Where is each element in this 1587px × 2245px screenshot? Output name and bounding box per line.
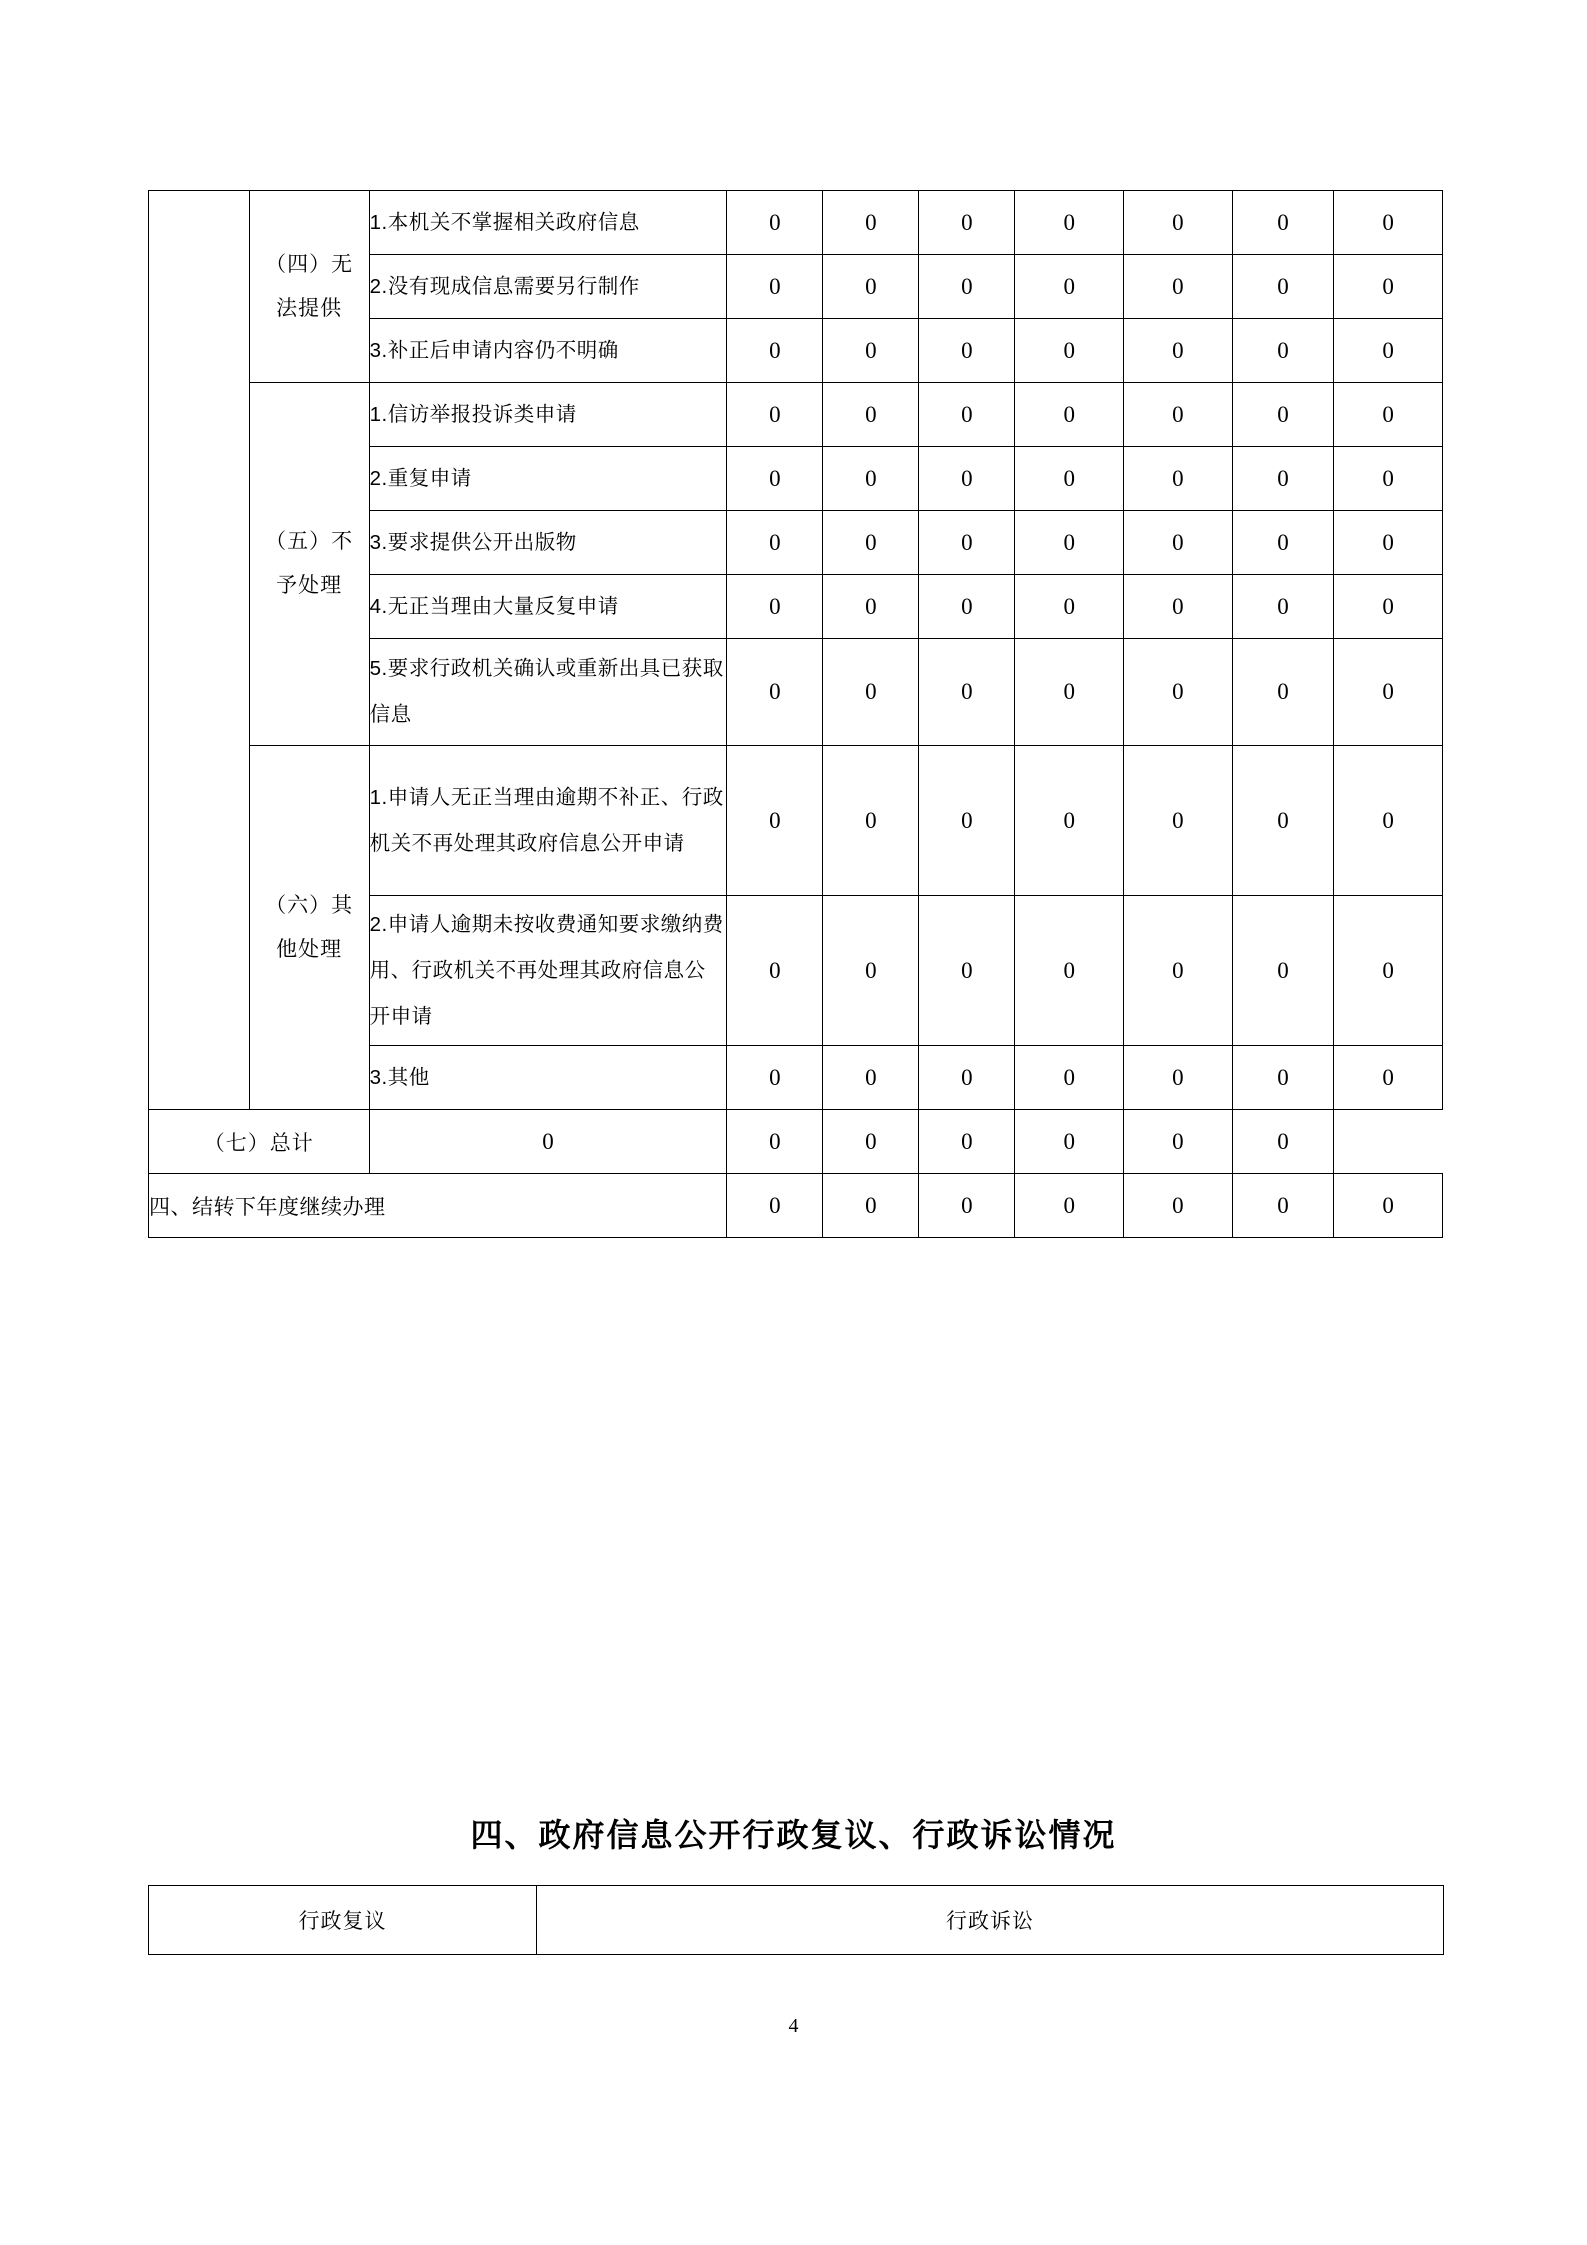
value-cell: 0 [823, 746, 919, 896]
value-cell: 0 [1232, 447, 1334, 511]
total-value-cell: 0 [1232, 1110, 1334, 1174]
value-cell: 0 [727, 383, 823, 447]
carryover-value-cell: 0 [1232, 1174, 1334, 1238]
value-cell: 0 [823, 1046, 919, 1110]
value-cell: 0 [919, 319, 1015, 383]
value-cell: 0 [1334, 255, 1443, 319]
total-value-cell: 0 [727, 1110, 823, 1174]
value-cell: 0 [1232, 511, 1334, 575]
value-cell: 0 [727, 191, 823, 255]
carryover-label: 四、结转下年度继续办理 [149, 1174, 727, 1238]
value-cell: 0 [727, 746, 823, 896]
item-label: 4.无正当理由大量反复申请 [369, 575, 727, 639]
value-cell: 0 [823, 447, 919, 511]
value-cell: 0 [1334, 191, 1443, 255]
value-cell: 0 [919, 896, 1015, 1046]
carryover-value-cell: 0 [823, 1174, 919, 1238]
value-cell: 0 [1124, 1046, 1233, 1110]
value-cell: 0 [727, 255, 823, 319]
table-row-total [149, 1110, 1443, 1174]
value-cell: 0 [1015, 575, 1124, 639]
value-cell: 0 [919, 383, 1015, 447]
value-cell: 0 [1015, 639, 1124, 746]
table-row [149, 383, 1443, 447]
value-cell: 0 [1232, 191, 1334, 255]
value-cell: 0 [823, 639, 919, 746]
value-cell: 0 [1334, 896, 1443, 1046]
value-cell: 0 [727, 575, 823, 639]
value-cell: 0 [727, 511, 823, 575]
value-cell: 0 [1334, 746, 1443, 896]
value-cell: 0 [919, 1046, 1015, 1110]
value-cell: 0 [1015, 447, 1124, 511]
value-cell: 0 [1124, 255, 1233, 319]
value-cell: 0 [1015, 1046, 1124, 1110]
category-cell-total: （七）总计 [149, 1110, 370, 1174]
total-value-cell: 0 [369, 1110, 727, 1174]
value-cell: 0 [1015, 255, 1124, 319]
table-row [149, 191, 1443, 255]
value-cell: 0 [1124, 511, 1233, 575]
value-cell: 0 [1334, 575, 1443, 639]
value-cell: 0 [823, 383, 919, 447]
value-cell: 0 [1334, 1046, 1443, 1110]
value-cell: 0 [1124, 191, 1233, 255]
item-label: 5.要求行政机关确认或重新出具已获取信息 [369, 639, 727, 746]
item-label: 1.信访举报投诉类申请 [369, 383, 727, 447]
value-cell: 0 [823, 511, 919, 575]
item-label: 3.补正后申请内容仍不明确 [369, 319, 727, 383]
value-cell: 0 [1015, 896, 1124, 1046]
value-cell: 0 [1334, 511, 1443, 575]
value-cell: 0 [727, 1046, 823, 1110]
value-cell: 0 [919, 575, 1015, 639]
outer-blank-cell [149, 191, 250, 1110]
item-label: 1.申请人无正当理由逾期不补正、行政机关不再处理其政府信息公开申请 [369, 746, 727, 896]
item-label: 3.要求提供公开出版物 [369, 511, 727, 575]
value-cell: 0 [919, 639, 1015, 746]
value-cell: 0 [1015, 511, 1124, 575]
value-cell: 0 [1015, 191, 1124, 255]
item-label: 2.申请人逾期未按收费通知要求缴纳费用、行政机关不再处理其政府信息公开申请 [369, 896, 727, 1046]
value-cell: 0 [1232, 896, 1334, 1046]
value-cell: 0 [1232, 1046, 1334, 1110]
total-value-cell: 0 [1015, 1110, 1124, 1174]
category-cell-other-handling: （六）其 他处理 [249, 746, 369, 1110]
value-cell: 0 [919, 191, 1015, 255]
table-row [149, 746, 1443, 896]
value-cell: 0 [1124, 639, 1233, 746]
item-label: 2.没有现成信息需要另行制作 [369, 255, 727, 319]
value-cell: 0 [823, 191, 919, 255]
value-cell: 0 [1232, 639, 1334, 746]
value-cell: 0 [919, 255, 1015, 319]
value-cell: 0 [727, 639, 823, 746]
value-cell: 0 [1015, 746, 1124, 896]
carryover-value-cell: 0 [1334, 1174, 1443, 1238]
total-value-cell: 0 [1124, 1110, 1233, 1174]
value-cell: 0 [1232, 746, 1334, 896]
value-cell: 0 [919, 511, 1015, 575]
value-cell: 0 [823, 575, 919, 639]
value-cell: 0 [823, 896, 919, 1046]
carryover-value-cell: 0 [727, 1174, 823, 1238]
value-cell: 0 [1124, 319, 1233, 383]
value-cell: 0 [727, 447, 823, 511]
header-administrative-litigation: 行政诉讼 [537, 1886, 1444, 1955]
value-cell: 0 [1124, 383, 1233, 447]
category-cell-not-processed: （五）不 予处理 [249, 383, 369, 746]
item-label: 1.本机关不掌握相关政府信息 [369, 191, 727, 255]
value-cell: 0 [1124, 447, 1233, 511]
disclosure-statistics-table-continued [148, 190, 1443, 1238]
header-administrative-review: 行政复议 [149, 1886, 537, 1955]
value-cell: 0 [1124, 896, 1233, 1046]
value-cell: 0 [1015, 383, 1124, 447]
value-cell: 0 [823, 319, 919, 383]
value-cell: 0 [1232, 383, 1334, 447]
value-cell: 0 [919, 447, 1015, 511]
total-value-cell: 0 [823, 1110, 919, 1174]
carryover-value-cell: 0 [1124, 1174, 1233, 1238]
value-cell: 0 [1015, 319, 1124, 383]
table-row [149, 1886, 1444, 1955]
value-cell: 0 [1334, 319, 1443, 383]
table-row-carryover [149, 1174, 1443, 1238]
value-cell: 0 [1334, 639, 1443, 746]
page-number: 4 [788, 2015, 799, 2037]
item-label: 3.其他 [369, 1046, 727, 1110]
value-cell: 0 [727, 896, 823, 1046]
value-cell: 0 [1334, 383, 1443, 447]
value-cell: 0 [919, 746, 1015, 896]
carryover-value-cell: 0 [919, 1174, 1015, 1238]
statistics-table [148, 190, 1443, 1238]
value-cell: 0 [1124, 575, 1233, 639]
value-cell: 0 [1232, 255, 1334, 319]
section-heading: 四、政府信息公开行政复议、行政诉讼情况 [470, 1817, 1117, 1853]
item-label: 2.重复申请 [369, 447, 727, 511]
value-cell: 0 [1334, 447, 1443, 511]
carryover-value-cell: 0 [1015, 1174, 1124, 1238]
value-cell: 0 [1232, 319, 1334, 383]
second-table [148, 1885, 1444, 1955]
value-cell: 0 [727, 319, 823, 383]
category-cell-unable-to-provide: （四）无 法提供 [249, 191, 369, 383]
value-cell: 0 [1232, 575, 1334, 639]
review-litigation-table [148, 1885, 1443, 1955]
total-value-cell: 0 [919, 1110, 1015, 1174]
value-cell: 0 [823, 255, 919, 319]
value-cell: 0 [1124, 746, 1233, 896]
